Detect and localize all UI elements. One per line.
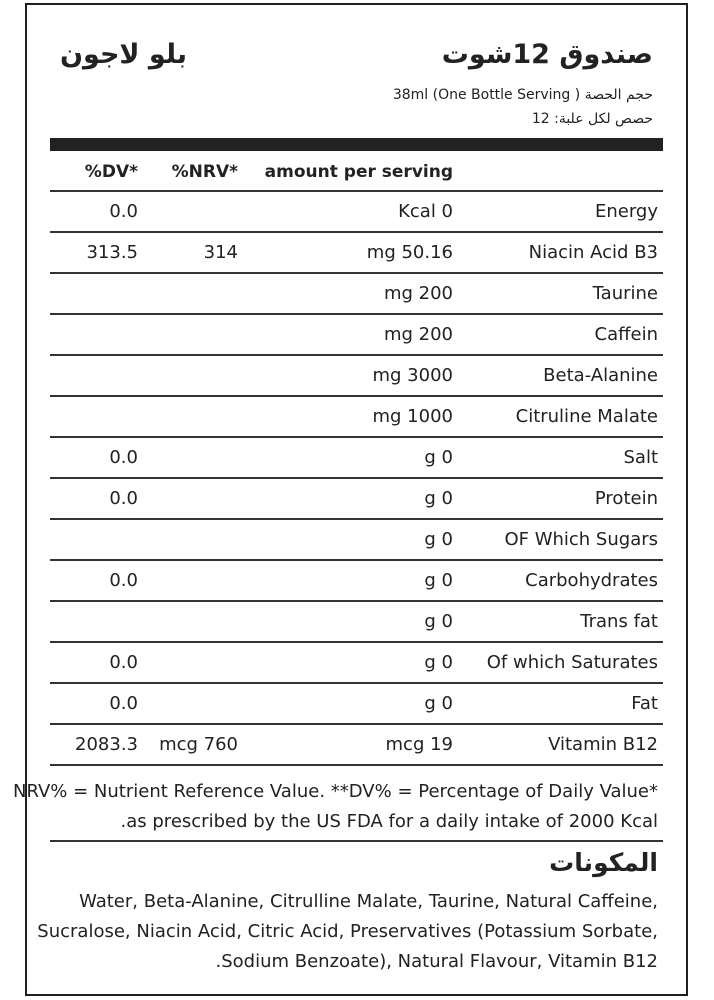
table-row bbox=[50, 520, 663, 559]
column-header-nrv: %NRV* bbox=[171, 162, 238, 182]
table-row bbox=[50, 397, 663, 436]
label-inner bbox=[13, 5, 663, 994]
table-row bbox=[50, 643, 663, 682]
footnote-line-1: NRV% = Nutrient Reference Value. **DV% = Percentage of Daily Value* bbox=[13, 781, 658, 802]
ingredients-line-2: Sucralose, Niacin Acid, Citric Acid, Preservatives (Potassium Sorbate, bbox=[37, 921, 658, 942]
ingredients-title: المكونات bbox=[549, 848, 658, 877]
nutrient-amount: g 0 bbox=[424, 488, 453, 509]
nutrient-name: Salt bbox=[623, 447, 658, 468]
nutrient-dv: 313.5 bbox=[86, 242, 138, 263]
serving-size: حجم الحصة ( 38ml (One Bottle Serving bbox=[392, 87, 653, 103]
nutrient-name: Beta-Alanine bbox=[543, 365, 658, 386]
column-header-dv: %DV* bbox=[84, 162, 138, 182]
nutrient-amount: mcg 19 bbox=[385, 734, 453, 755]
footnote-divider bbox=[50, 840, 663, 842]
nutrient-name: Trans fat bbox=[580, 611, 658, 632]
nutrient-name: Caffein bbox=[594, 324, 658, 345]
footnote-line-2: .as prescribed by the US FDA for a daily intake of 2000 Kcal bbox=[120, 811, 658, 832]
table-row bbox=[50, 274, 663, 313]
nutrient-amount: mg 200 bbox=[383, 324, 453, 345]
column-header-amount: amount per serving bbox=[264, 162, 453, 182]
nutrient-name: Niacin Acid B3 bbox=[528, 242, 658, 263]
nutrient-name: OF Which Sugars bbox=[504, 529, 658, 550]
ingredients-line-3: .Sodium Benzoate), Natural Flavour, Vitamin B12 bbox=[215, 951, 658, 972]
nutrient-dv: 0.0 bbox=[109, 201, 138, 222]
nutrient-amount: g 0 bbox=[424, 693, 453, 714]
nutrient-amount: g 0 bbox=[424, 529, 453, 550]
nutrient-dv: 0.0 bbox=[109, 570, 138, 591]
nutrient-amount: mg 3000 bbox=[372, 365, 453, 386]
label-header bbox=[50, 39, 663, 79]
table-row bbox=[50, 438, 663, 477]
table-row bbox=[50, 479, 663, 518]
row-divider bbox=[50, 764, 663, 766]
nutrient-name: Fat bbox=[631, 693, 658, 714]
header-divider bbox=[50, 138, 663, 151]
nutrient-amount: g 0 bbox=[424, 447, 453, 468]
nutrient-name: Taurine bbox=[592, 283, 658, 304]
table-row bbox=[50, 233, 663, 272]
nutrient-name: Of which Saturates bbox=[486, 652, 658, 673]
nutrient-name: Vitamin B12 bbox=[548, 734, 658, 755]
servings-per-pack: حصص لكل علبة: 12 bbox=[531, 111, 653, 127]
nutrient-nrv: mcg 760 bbox=[159, 734, 238, 755]
nutrient-amount: g 0 bbox=[424, 652, 453, 673]
nutrient-amount: mg 50.16 bbox=[366, 242, 453, 263]
nutrient-amount: g 0 bbox=[424, 570, 453, 591]
ingredients-line-1: Water, Beta-Alanine, Citrulline Malate, Taurine, Natural Caffeine, bbox=[79, 891, 658, 912]
nutrient-amount: g 0 bbox=[424, 611, 453, 632]
table-row bbox=[50, 725, 663, 764]
nutrition-label bbox=[13, 3, 688, 996]
nutrient-dv: 2083.3 bbox=[75, 734, 138, 755]
nutrient-name: Energy bbox=[594, 201, 658, 222]
nutrient-name: Citruline Malate bbox=[515, 406, 658, 427]
table-row bbox=[50, 192, 663, 231]
table-row bbox=[50, 561, 663, 600]
nutrient-name: Protein bbox=[594, 488, 658, 509]
nutrient-amount: mg 200 bbox=[383, 283, 453, 304]
table-row bbox=[50, 356, 663, 395]
brand-name: بلو لاجون bbox=[60, 39, 188, 70]
nutrient-amount: Kcal 0 bbox=[398, 201, 453, 222]
table-row bbox=[50, 684, 663, 723]
table-row bbox=[50, 602, 663, 641]
nutrient-dv: 0.0 bbox=[109, 693, 138, 714]
nutrient-dv: 0.0 bbox=[109, 652, 138, 673]
nutrient-dv: 0.0 bbox=[109, 447, 138, 468]
nutrient-amount: mg 1000 bbox=[372, 406, 453, 427]
nutrient-nrv: 314 bbox=[203, 242, 238, 263]
nutrient-dv: 0.0 bbox=[109, 488, 138, 509]
table-row bbox=[50, 315, 663, 354]
product-title: صندوق 12شوت bbox=[441, 39, 653, 70]
nutrient-name: Carbohydrates bbox=[525, 570, 658, 591]
